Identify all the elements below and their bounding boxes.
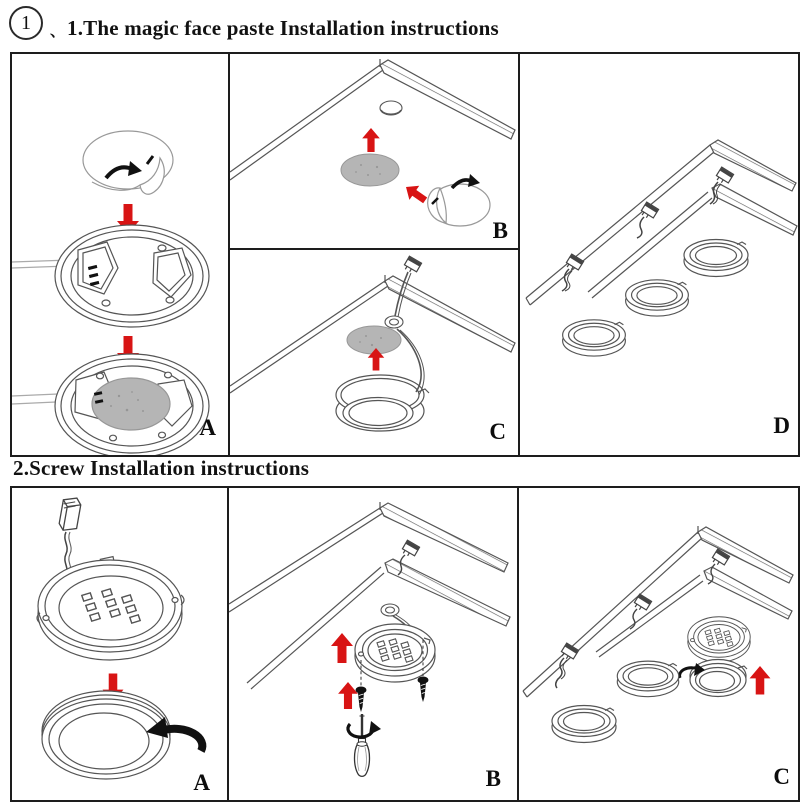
wire-grommet bbox=[381, 604, 399, 616]
adhesive-pad bbox=[92, 378, 170, 430]
puck-light bbox=[617, 661, 678, 697]
section1-panel-grid bbox=[10, 52, 800, 457]
panel-label-b: B bbox=[492, 218, 508, 243]
panel-2a bbox=[12, 488, 227, 800]
rotate-arrow-icon bbox=[348, 721, 381, 737]
section2-panel-grid bbox=[10, 486, 800, 802]
panel-1b bbox=[230, 54, 518, 248]
puck-light bbox=[563, 320, 626, 356]
panel-label-d: D bbox=[773, 413, 790, 438]
red-arrow-up-icon bbox=[362, 128, 380, 152]
screwdriver bbox=[355, 714, 370, 776]
power-connector bbox=[562, 254, 584, 291]
section2-title: 2.Screw Installation instructions bbox=[13, 456, 310, 480]
panel-label-a: A bbox=[193, 770, 210, 795]
fixture-back-with-adhesive bbox=[12, 354, 209, 455]
mount-hole bbox=[380, 101, 402, 115]
fixture-back bbox=[12, 225, 209, 327]
red-arrow-up-icon bbox=[750, 666, 771, 695]
panel-label-c: C bbox=[489, 419, 506, 444]
panel-1d-illustration bbox=[520, 54, 798, 455]
fixture-body-with-led-pcb bbox=[688, 617, 750, 662]
adhesive-pad bbox=[341, 154, 399, 186]
panel-1a-illustration bbox=[12, 54, 228, 455]
panel-2c-illustration bbox=[519, 488, 798, 800]
adhesive-peel-disc bbox=[428, 184, 490, 226]
red-arrow-up-icon bbox=[331, 633, 353, 663]
panel-1b-illustration bbox=[230, 54, 518, 248]
panel-2c bbox=[519, 488, 798, 800]
power-connector bbox=[403, 256, 422, 275]
panel-1a bbox=[12, 54, 228, 455]
screw bbox=[418, 677, 429, 703]
wire-grommet bbox=[385, 316, 403, 328]
red-arrow-upleft-icon bbox=[401, 180, 430, 207]
power-connector bbox=[58, 496, 82, 533]
adhesive-pad bbox=[347, 326, 401, 354]
power-connector bbox=[556, 643, 579, 688]
panel-2a-illustration bbox=[12, 488, 227, 800]
red-arrow-up-icon bbox=[338, 682, 358, 709]
puck-light bbox=[626, 280, 689, 316]
panel-2b bbox=[229, 488, 517, 800]
panel-label-c: C bbox=[773, 764, 790, 789]
fixture-body-with-led-pcb bbox=[37, 557, 184, 660]
puck-light bbox=[552, 706, 616, 743]
section1-header bbox=[0, 0, 810, 50]
panel-1d bbox=[520, 54, 798, 455]
panel-label-a: A bbox=[199, 415, 216, 440]
panel-2b-illustration bbox=[229, 488, 517, 800]
panel-label-b: B bbox=[485, 766, 501, 791]
power-connector bbox=[637, 202, 659, 238]
section1-title: 1.The magic face paste Installation instructions bbox=[67, 16, 499, 40]
puck-light bbox=[336, 375, 429, 431]
enumeration-mark: 、 bbox=[50, 24, 66, 40]
panel-1c-illustration bbox=[230, 250, 518, 455]
screw bbox=[356, 687, 367, 713]
adhesive-peel-disc bbox=[83, 131, 173, 194]
puck-light bbox=[684, 240, 748, 277]
circled-number-1: 1 bbox=[9, 6, 43, 40]
panel-1c bbox=[230, 250, 518, 455]
lens-cover bbox=[42, 691, 170, 779]
